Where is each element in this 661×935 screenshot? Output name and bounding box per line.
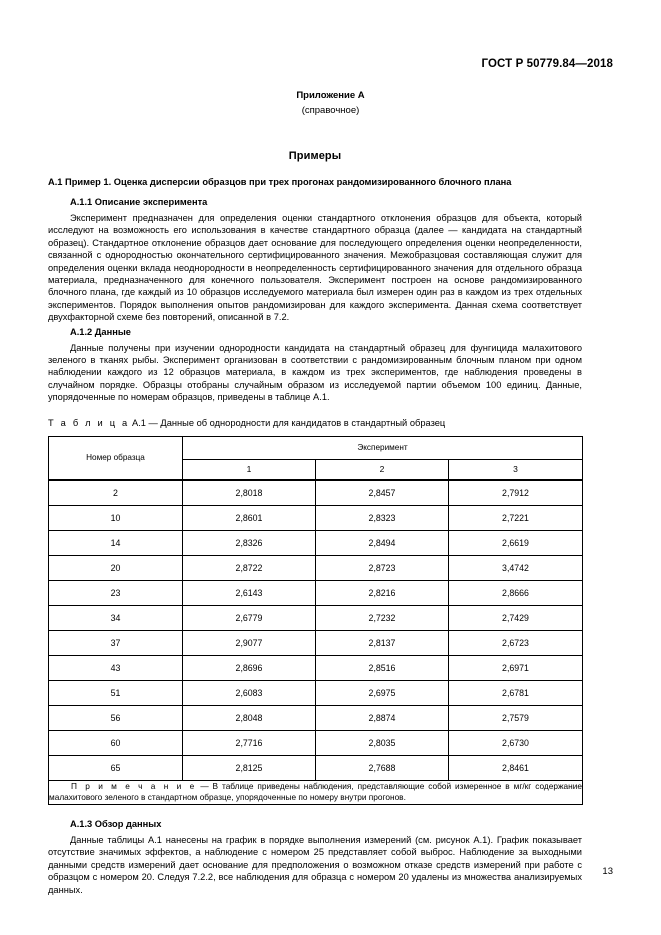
table-row	[49, 705, 583, 730]
column-header-experiment-3: 3	[449, 459, 583, 480]
table-row	[49, 755, 583, 780]
table-caption	[48, 417, 582, 430]
cell-experiment-3: 2,6781	[449, 680, 583, 705]
column-header-experiment-1: 1	[183, 459, 316, 480]
cell-experiment-3: 2,8666	[449, 580, 583, 605]
cell-experiment-3: 2,6619	[449, 530, 583, 555]
cell-experiment-3: 2,7912	[449, 480, 583, 506]
cell-experiment-3: 2,6730	[449, 730, 583, 755]
table-row	[49, 605, 583, 630]
subclause-a13-heading: А.1.3 Обзор данных	[70, 818, 162, 829]
cell-sample-number: 14	[49, 530, 183, 555]
running-header-standard-id: ГОСТ Р 50779.84—2018	[481, 58, 613, 70]
page-number: 13	[602, 866, 613, 877]
cell-experiment-1: 2,8326	[183, 530, 316, 555]
cell-experiment-1: 2,9077	[183, 630, 316, 655]
table-note	[49, 780, 583, 804]
paragraph-a12: Данные получены при изучении однородности кандидата на стандартный образец для фунгицида малахитового зеленого в тканях рыбы. Эксперимент организован в соответствии с рандомизированным блочным планом при одном наблюдении каждого из 12 образцов материала, в каждом из трех экспериментов, где наблюдения проведены в случайном порядке. Образцы отобраны случайным образом из исследуемой партии объемом 100 единиц. Данные, упорядоченные по номерам образцов, приведены в таблице А.1.	[48, 342, 582, 403]
cell-sample-number: 23	[49, 580, 183, 605]
table-header-row-1	[49, 436, 583, 459]
cell-experiment-2: 2,8216	[316, 580, 449, 605]
clause-a1-heading: А.1 Пример 1. Оценка дисперсии образцов при трех прогонах рандомизированного блочного плана	[48, 177, 512, 187]
cell-experiment-2: 2,8516	[316, 655, 449, 680]
annex-title: Приложение А	[296, 90, 365, 101]
document-content	[48, 150, 582, 898]
cell-experiment-1: 2,8048	[183, 705, 316, 730]
table-caption-word: Т а б л и ц а	[48, 417, 130, 428]
cell-sample-number: 37	[49, 630, 183, 655]
cell-experiment-2: 2,8874	[316, 705, 449, 730]
spacer	[48, 406, 582, 417]
table-row	[49, 580, 583, 605]
cell-experiment-3: 2,8461	[449, 755, 583, 780]
table-head	[49, 436, 583, 480]
annex-subtitle: (справочное)	[301, 105, 360, 116]
table-note-word: П р и м е ч а н и е	[71, 780, 197, 791]
table-caption-rest: А.1 — Данные об однородности для кандидатов в стандартный образец	[131, 417, 446, 428]
cell-experiment-1: 2,8018	[183, 480, 316, 506]
cell-experiment-2: 2,8494	[316, 530, 449, 555]
cell-experiment-1: 2,8696	[183, 655, 316, 680]
cell-experiment-2: 2,8035	[316, 730, 449, 755]
table-row	[49, 530, 583, 555]
cell-sample-number: 65	[49, 755, 183, 780]
cell-experiment-3: 2,7221	[449, 505, 583, 530]
cell-experiment-1: 2,6083	[183, 680, 316, 705]
cell-experiment-2: 2,8323	[316, 505, 449, 530]
cell-experiment-2: 2,6975	[316, 680, 449, 705]
cell-experiment-2: 2,8723	[316, 555, 449, 580]
cell-sample-number: 56	[49, 705, 183, 730]
cell-experiment-1: 2,7716	[183, 730, 316, 755]
table-row	[49, 680, 583, 705]
cell-experiment-3: 2,7579	[449, 705, 583, 730]
cell-experiment-2: 2,8457	[316, 480, 449, 506]
cell-experiment-2: 2,7232	[316, 605, 449, 630]
cell-sample-number: 34	[49, 605, 183, 630]
column-header-sample-number: Номер образца	[49, 436, 183, 480]
table-row	[49, 480, 583, 506]
table-row	[49, 630, 583, 655]
cell-experiment-3: 2,6971	[449, 655, 583, 680]
table-row	[49, 555, 583, 580]
cell-sample-number: 10	[49, 505, 183, 530]
column-header-experiment-2: 2	[316, 459, 449, 480]
table-row	[49, 655, 583, 680]
cell-experiment-2: 2,7688	[316, 755, 449, 780]
subclause-a11-heading: А.1.1 Описание эксперимента	[70, 197, 208, 207]
cell-sample-number: 2	[49, 480, 183, 506]
cell-experiment-1: 2,8601	[183, 505, 316, 530]
paragraph-a11: Эксперимент предназначен для определения оценки стандартного отклонения образцов для объекта, который исследуют на возможность его использования в качестве стандартного образца (далее — кандидата на стандартный образец). Стандартное отклонение образцов дает основание для последующего определения оценки неопределенности, связанной с однородностью окончательного сертифицированного значения. Межобразцовая составляющая служит для определения оценки вклада неоднородности в неопределенность сертифицированного значения для отдельного образца материала, предназначенного для конечного пользователя. Эксперимент построен на основе рандомизированного блочного плана, где каждый из 10 образцов исследуемого материала был измерен один раз в каждом из трех отдельных экспериментов. Порядок выполнения опытов рандомизирован для каждого эксперимента. Данная схема соответствует двухфакторной схеме без повторений, описанной в 7.2.	[48, 213, 582, 323]
after-table-section	[48, 818, 582, 896]
table-row	[49, 505, 583, 530]
subclause-a12-heading: А.1.2 Данные	[70, 326, 131, 337]
paragraph-a13: Данные таблицы А.1 нанесены на график в порядке выполнения измерений (см. рисунок А.1). График показывает отсутствие значимых эффектов, а наблюдение с номером 25 представляет собой выброс. Наблюдение за выходными данными средств измерений дает основание для предположения о возможном отказе средств измерений при работе с образцом с номером 20. Следуя 7.2.2, все наблюдения для образца с номером 20 удалены из множества анализируемых данных.	[48, 834, 582, 895]
table-row	[49, 730, 583, 755]
cell-experiment-3: 2,7429	[449, 605, 583, 630]
cell-sample-number: 60	[49, 730, 183, 755]
column-header-experiment: Эксперимент	[183, 436, 583, 459]
cell-sample-number: 43	[49, 655, 183, 680]
table-body	[49, 480, 583, 805]
cell-experiment-3: 3,4742	[449, 555, 583, 580]
cell-sample-number: 51	[49, 680, 183, 705]
cell-experiment-3: 2,6723	[449, 630, 583, 655]
cell-experiment-1: 2,8722	[183, 555, 316, 580]
cell-experiment-2: 2,8137	[316, 630, 449, 655]
annex-title-block	[0, 88, 661, 118]
table-note-row	[49, 780, 583, 804]
table-note-text: — В таблице приведены наблюдения, представляющие собой измеренное в мг/кг содержание малахитового зеленого в стандартном образце, упорядоченные по номеру внутри прогонов.	[49, 780, 582, 803]
cell-sample-number: 20	[49, 555, 183, 580]
cell-experiment-1: 2,6143	[183, 580, 316, 605]
cell-experiment-1: 2,6779	[183, 605, 316, 630]
examples-heading: Примеры	[288, 150, 342, 162]
homogeneity-data-table	[48, 436, 583, 805]
cell-experiment-1: 2,8125	[183, 755, 316, 780]
